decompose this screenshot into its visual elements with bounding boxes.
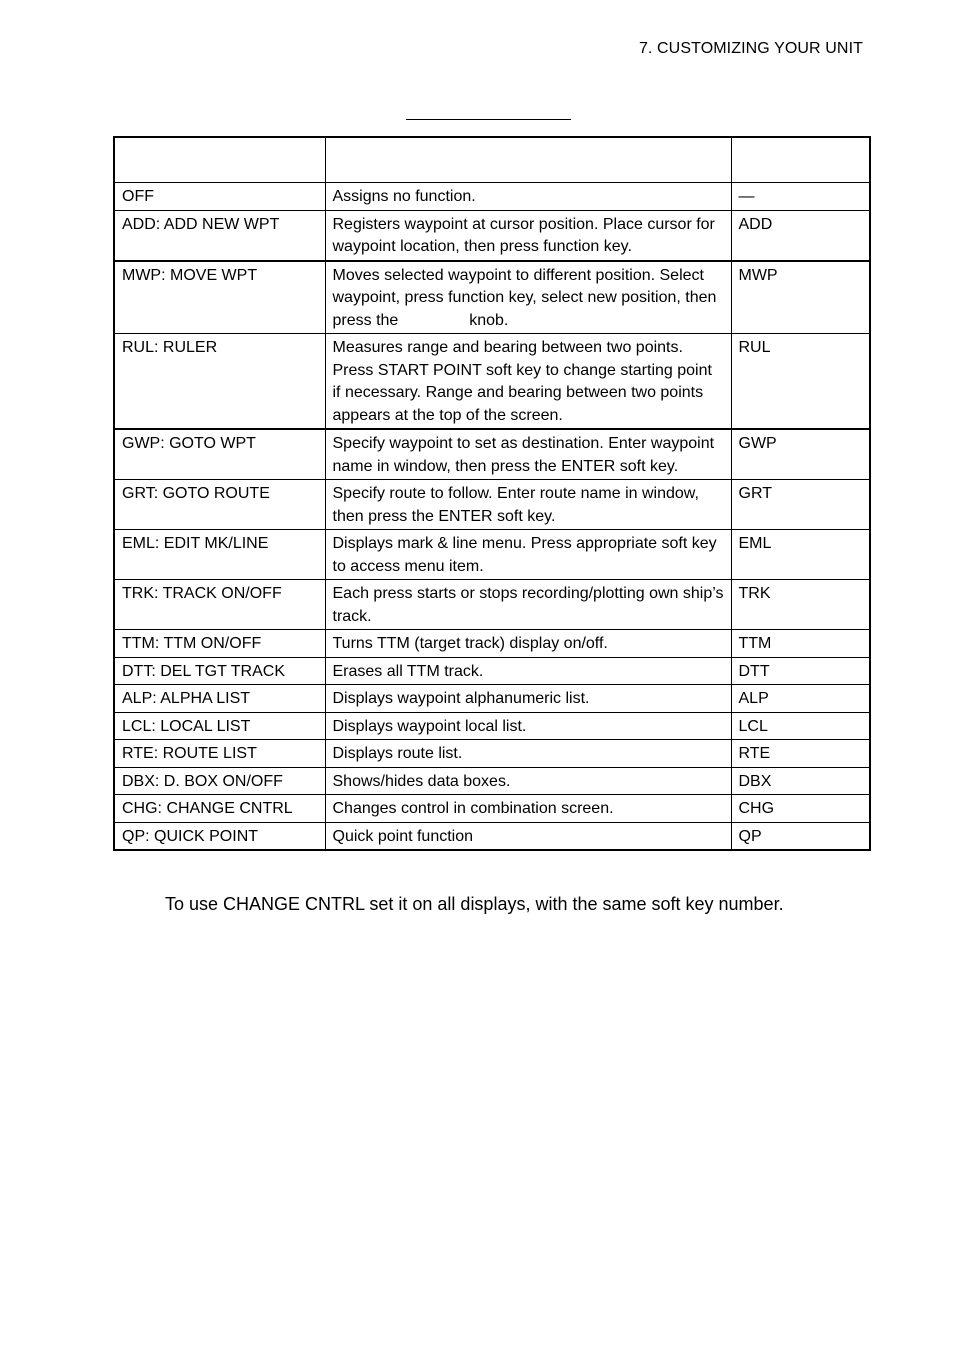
function-cell: LCL: LOCAL LIST (114, 712, 325, 740)
key-cell: — (731, 183, 870, 211)
description-cell: Displays waypoint local list. (325, 712, 731, 740)
description-cell: Turns TTM (target track) display on/off. (325, 630, 731, 658)
function-cell: TTM: TTM ON/OFF (114, 630, 325, 658)
table-row (114, 183, 870, 211)
table-row (114, 822, 870, 850)
description-cell: Measures range and bearing between two points. Press START POINT soft key to change starting point if necessary. Range and bearing between two points appears at the top of the screen. (325, 334, 731, 430)
function-cell: TRK: TRACK ON/OFF (114, 580, 325, 630)
table-row (114, 657, 870, 685)
footnote: To use CHANGE CNTRL set it on all displays, with the same soft key number. (165, 894, 784, 914)
function-cell: ALP: ALPHA LIST (114, 685, 325, 713)
description-cell: Displays route list. (325, 740, 731, 768)
table-row (114, 334, 870, 430)
function-cell: ADD: ADD NEW WPT (114, 210, 325, 261)
function-cell: DBX: D. BOX ON/OFF (114, 767, 325, 795)
key-cell: LCL (731, 712, 870, 740)
description-cell (325, 261, 731, 334)
table-header-row (114, 137, 870, 183)
function-table (113, 136, 871, 851)
key-cell: EML (731, 530, 870, 580)
description-cell: Assigns no function. (325, 183, 731, 211)
function-cell: DTT: DEL TGT TRACK (114, 657, 325, 685)
function-cell: OFF (114, 183, 325, 211)
table-row (114, 767, 870, 795)
description-cell: Displays mark & line menu. Press appropriate soft key to access menu item. (325, 530, 731, 580)
description-text: Moves selected waypoint to different position. Select waypoint, press function key, select new position, then press the (332, 266, 717, 329)
function-cell: EML: EDIT MK/LINE (114, 530, 325, 580)
description-cell: Displays waypoint alphanumeric list. (325, 685, 731, 713)
key-cell: RTE (731, 740, 870, 768)
table-row (114, 480, 870, 530)
table-row (114, 429, 870, 480)
table-row (114, 261, 870, 334)
description-cell: Registers waypoint at cursor position. Place cursor for waypoint location, then press function key. (325, 210, 731, 261)
chapter-header: 7. CUSTOMIZING YOUR UNIT (638, 40, 863, 57)
description-cell: Changes control in combination screen. (325, 795, 731, 823)
description-cell: Erases all TTM track. (325, 657, 731, 685)
description-text-tail: knob. (469, 311, 509, 329)
table-row (114, 685, 870, 713)
key-cell: ADD (731, 210, 870, 261)
key-cell: GRT (731, 480, 870, 530)
function-cell: GRT: GOTO ROUTE (114, 480, 325, 530)
key-cell: DTT (731, 657, 870, 685)
function-cell: RTE: ROUTE LIST (114, 740, 325, 768)
description-cell: Specify route to follow. Enter route name in window, then press the ENTER soft key. (325, 480, 731, 530)
table-row (114, 630, 870, 658)
function-cell: QP: QUICK POINT (114, 822, 325, 850)
table-row (114, 795, 870, 823)
key-cell: TTM (731, 630, 870, 658)
table-row (114, 712, 870, 740)
description-cell: Quick point function (325, 822, 731, 850)
function-cell: GWP: GOTO WPT (114, 429, 325, 480)
table-row (114, 740, 870, 768)
title-underline (406, 119, 571, 120)
function-cell: CHG: CHANGE CNTRL (114, 795, 325, 823)
key-cell: QP (731, 822, 870, 850)
table-row (114, 210, 870, 261)
key-cell: TRK (731, 580, 870, 630)
key-cell: DBX (731, 767, 870, 795)
description-cell: Each press starts or stops recording/plotting own ship’s track. (325, 580, 731, 630)
description-cell: Specify waypoint to set as destination. Enter waypoint name in window, then press the ENTER soft key. (325, 429, 731, 480)
header-cell-function (114, 137, 325, 183)
key-cell: RUL (731, 334, 870, 430)
key-cell: ALP (731, 685, 870, 713)
key-cell: MWP (731, 261, 870, 334)
description-cell: Shows/hides data boxes. (325, 767, 731, 795)
table-row (114, 580, 870, 630)
key-cell: CHG (731, 795, 870, 823)
header-cell-key (731, 137, 870, 183)
table-row (114, 530, 870, 580)
key-cell: GWP (731, 429, 870, 480)
header-cell-description (325, 137, 731, 183)
function-cell: MWP: MOVE WPT (114, 261, 325, 334)
function-cell: RUL: RULER (114, 334, 325, 430)
